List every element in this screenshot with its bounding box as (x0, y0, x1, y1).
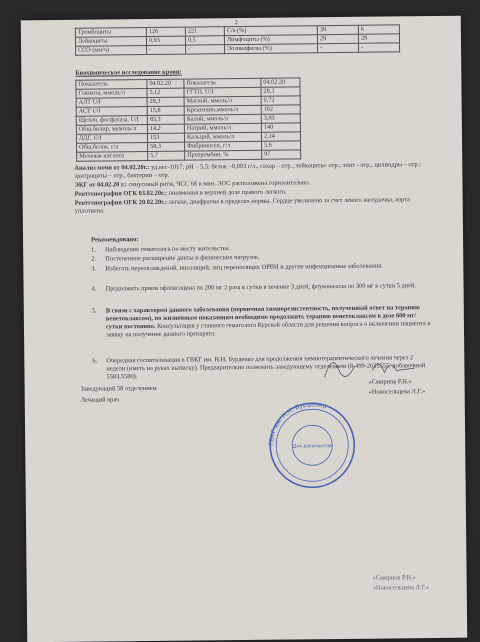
table-cell: 140 (261, 123, 300, 132)
table-cell: ГГТП, U/I (184, 87, 261, 97)
table-cell: 0,93 (146, 36, 185, 45)
table-cell: Лимфоциты (%) (224, 35, 317, 45)
recommendation-number: 2. (91, 255, 97, 263)
table-cell: 38 (317, 25, 358, 34)
table-cell: Эозинофилы (%) (225, 44, 318, 54)
table-cell: Лейкоциты (75, 37, 146, 47)
table-cell: 14,2 (147, 124, 184, 133)
recommendations-title: Рекомендовано: (91, 236, 139, 244)
recommendation-text: Избегать переохлаждений, инсоляций, лиц переносящих ОРВИ и другие инфекционные заболевания. (105, 262, 383, 273)
table-cell: Кальций, ммоль/л (184, 132, 261, 142)
recommendation-text: Наблюдение гематолога по месту жительства. (105, 245, 231, 254)
signature-scribble (314, 346, 434, 387)
table-cell: 58,3 (148, 142, 185, 151)
biochem-title: Биохимическое исследование крови: (75, 68, 182, 77)
table-cell: Общ.билир, мкмоль/л (76, 125, 147, 135)
table-cell: Натрий, ммоль/л (184, 123, 261, 133)
table-cell: Фибриноген, г/л (185, 141, 262, 151)
table-cell: 83,3 (147, 115, 184, 124)
table-cell: 0,72 (261, 96, 300, 105)
recommendation-item (91, 282, 432, 293)
table-cell: 2,14 (261, 132, 300, 141)
urine-label: Анализ мочи от 04.02.20г.: (74, 163, 150, 172)
bottom-signature-name: «Смирнов Р.Н.» (372, 574, 416, 582)
recommendation-text: Очередная госпитализация в ГВКГ им. Н.Н. Бурденко для продолжения химиотерапевтического лечения через 2 недели (иметь на руках выписку). Предварительно позвонить заведующему отделением (8-499-2635555, добавочный 5583,5580). (106, 354, 426, 381)
table-cell: Протромбин, % (185, 150, 262, 160)
recommendation-number: 1. (91, 246, 96, 254)
recommendation-text: Постепенное расширение диеты и физических нагрузок. (105, 253, 260, 263)
table-cell: ЛДГ, U/I (76, 134, 147, 144)
recommendation-text: Продолжить прием офлоксацина по 200 мг 2 раза в сутки в течение 3 дней, флуконазола по 300 мг в сутки 5 дней. (105, 282, 417, 293)
table-cell: - (186, 45, 225, 54)
recommendation-bold-text: В связи с характером данного заболевания (первичная химиорезистентность, полученный ответ на терапию венетоклаксом), по жизненным показаниям необходимо продолжить терапию венетоклаксом в дозе 600 мг/сутки постоянно. (105, 304, 420, 331)
table-row (77, 150, 301, 161)
table-cell: 15,8 (147, 106, 184, 115)
table-cell: Показатель (76, 80, 147, 90)
table-cell: Общ.белок, г/л (77, 142, 148, 152)
table-cell: АСТ U/I (76, 107, 147, 117)
recommendation-number: 6. (92, 357, 98, 365)
table-cell: - (359, 43, 400, 52)
table-cell: - (318, 43, 359, 52)
table-cell: 221 (185, 27, 224, 36)
table-cell: Тромбоциты (75, 28, 146, 38)
table-cell: 29 (358, 34, 399, 43)
table-cell: Креатинин,ммоль/л (184, 105, 261, 115)
table-cell: Мочевая кислота (77, 151, 148, 161)
table-cell: Магний, ммоль/л (184, 96, 261, 106)
table-cell: 126 (146, 27, 185, 36)
table-cell: 04.02.20 (261, 78, 300, 87)
table-cell: СОЭ (мм/ч) (76, 46, 147, 56)
xray-1-label: Рентгенография ОГК 03.02.20г.: (74, 189, 167, 198)
table-cell: Калий, ммоль/л (184, 114, 261, 124)
recommendation-number: 5. (91, 307, 97, 315)
attending-doctor-label: Лечащий врач (80, 396, 120, 404)
table-cell: 28,3 (261, 87, 300, 96)
xray-2-text: легкие, диафрагма в пределах нормы. Сердце увеличено за счет левого желудочка, аорта уплотнена. (74, 196, 411, 215)
table-cell: 102 (261, 105, 300, 114)
xray-2-label: Рентгенография ОГК 20.02.20г.: (74, 198, 168, 207)
table-cell: 04.02.20 (147, 79, 184, 88)
stamp-center-text: Для документов (292, 444, 332, 450)
recommendation-number: 4. (91, 285, 97, 293)
table-cell: 0,5 (185, 36, 224, 45)
table-cell: 28,3 (147, 97, 184, 106)
document-page (21, 16, 467, 642)
stamp-ring-text: ГВКГ им. Н.Н. Бурденко (268, 401, 328, 446)
head-of-department-name: «Смирнов Р.Н.» (368, 378, 412, 386)
bottom-signature-name-2: «Новосельцева Л.Г.» (372, 584, 430, 592)
table-cell: - (147, 45, 186, 54)
ekg-label: ЭКГ от 04.02.20 г.: (74, 181, 127, 189)
ekg-text: синусовый ритм, ЧСС 68 в мин. ЭОС расположена горизонтально. (126, 179, 311, 189)
table-cell: АЛТ U/I (76, 98, 147, 108)
table-cell: Щелоч. фосфатаза, U/I (76, 116, 147, 126)
recommendation-text-tail: Консультация у главного гематолога Курской области для решения вопроса о включении пациента в заявку на получение данного препарата. (106, 320, 431, 339)
recommendation-number: 3. (91, 265, 97, 273)
table-cell: 3,93 (261, 114, 300, 123)
blood-table (75, 24, 400, 55)
xray-1-text: пневмония в верхней доле правого легкого. (166, 188, 287, 197)
table-cell: 153 (147, 133, 184, 142)
table-cell: 5,12 (147, 88, 184, 97)
table-cell: С/я (%) (224, 26, 317, 36)
urine-text: уд.вес-1017; рН – 5,5; белок –0,093 г/л., сахар – отр., лейкоциты- отр.; эпит - отр.; цилиндры – отр.; эритроциты – отр., бактерии – отр. (74, 161, 422, 180)
official-stamp (267, 400, 358, 491)
page-number: 2 (234, 20, 238, 27)
table-cell: 6 (358, 25, 399, 34)
table-cell: Глюкоза, ммоль/л (76, 89, 147, 99)
table-cell: 29 (317, 34, 358, 43)
attending-doctor-name: «Новосельцева Л.Г.» (368, 388, 426, 396)
head-of-department-label: Заведующий 58 отделением (80, 384, 157, 393)
table-cell: 97 (262, 150, 301, 159)
recommendation-text (106, 304, 432, 339)
table-cell: 5,6 (262, 141, 301, 150)
table-cell: Показатель (184, 78, 261, 88)
biochem-table (75, 77, 301, 161)
table-cell: 5,7 (148, 151, 185, 160)
recommendation-item (91, 243, 431, 254)
recommendation-item (91, 304, 432, 339)
xray-result-2 (75, 196, 435, 216)
